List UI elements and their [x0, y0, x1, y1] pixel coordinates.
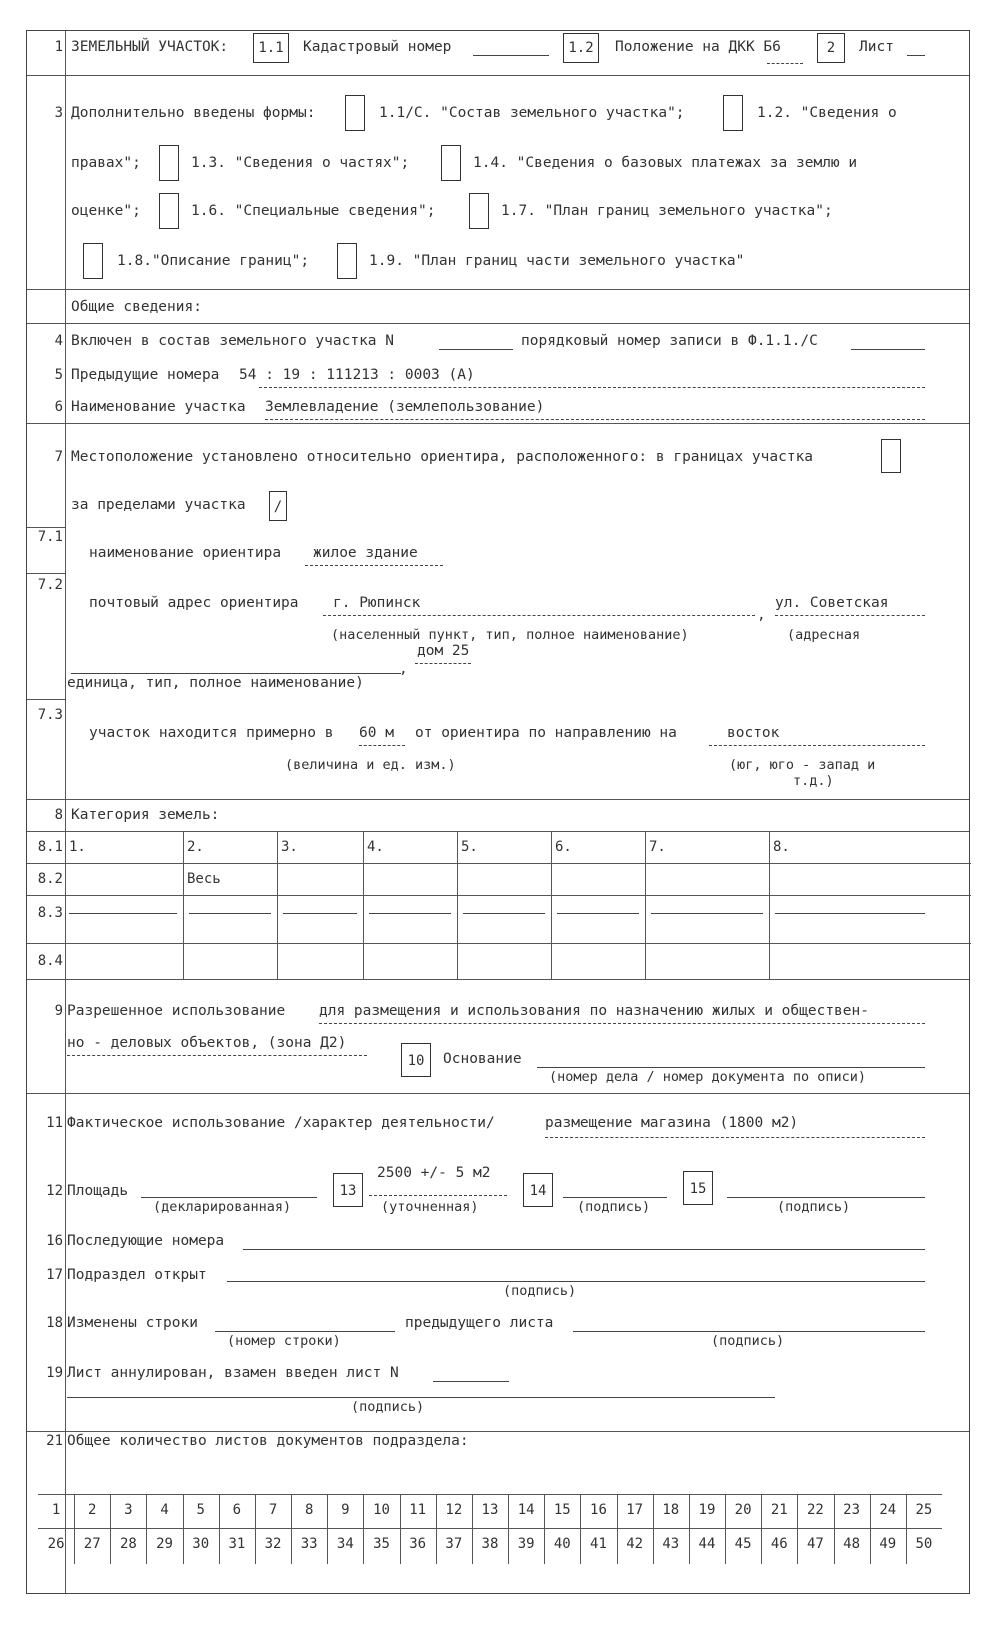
- row-number: 8.3: [37, 905, 63, 921]
- direction-hint: (юг, юго - запад и: [729, 757, 876, 773]
- row-number: 4: [54, 333, 63, 349]
- checkbox-form-1-7[interactable]: [469, 193, 489, 229]
- sheet-count-cell[interactable]: 7: [268, 1502, 278, 1518]
- parcel-name-underline: [265, 419, 925, 420]
- distance-underline: [359, 745, 405, 746]
- address-house-value: дом 25: [417, 643, 470, 659]
- column-divider: [551, 831, 552, 979]
- divider: [27, 1093, 969, 1094]
- signature-hint: (подпись): [503, 1283, 577, 1299]
- address-street-value: ул. Советская: [775, 595, 889, 611]
- sheet-count-cell[interactable]: 38: [481, 1536, 499, 1552]
- form-1-6-label: 1.6. "Специальные сведения";: [191, 203, 436, 219]
- specified-area-hint: (уточненная): [381, 1199, 479, 1215]
- sheet-count-cell[interactable]: 12: [445, 1502, 463, 1518]
- line-number-hint: (номер строки): [227, 1333, 341, 1349]
- signature-hint: (подпись): [577, 1199, 651, 1215]
- row-number: 16: [46, 1233, 63, 1249]
- category-blank[interactable]: [369, 913, 451, 914]
- permitted-use-label: Разрешенное использование: [67, 1003, 286, 1019]
- permitted-use-underline-cont: [67, 1055, 367, 1056]
- row-number: 5: [54, 367, 63, 383]
- category-blank[interactable]: [775, 913, 925, 914]
- address-city-value: г. Рюпинск: [333, 595, 421, 611]
- divider: [27, 699, 65, 700]
- dkk-position-underline: [767, 63, 803, 64]
- address-city-hint: (населенный пункт, тип, полное наименование): [331, 627, 689, 643]
- sheet-count-cell[interactable]: 46: [770, 1536, 788, 1552]
- row-number: 11: [46, 1115, 63, 1131]
- outside-parcel-label: за пределами участка: [71, 497, 246, 513]
- category-blank[interactable]: [69, 913, 177, 914]
- sheet-count-cell[interactable]: 15: [553, 1502, 571, 1518]
- sheet-count-cell[interactable]: 1: [51, 1502, 61, 1518]
- divider: [27, 979, 969, 980]
- checkbox-form-1-2[interactable]: [723, 95, 743, 131]
- basis-label: Основание: [443, 1051, 522, 1067]
- form-1-3-label: 1.3. "Сведения о частях";: [191, 155, 410, 171]
- sheet-count-cell[interactable]: 23: [843, 1502, 861, 1518]
- annulment-signature-field[interactable]: [67, 1397, 775, 1398]
- cadastral-number-field[interactable]: [473, 55, 549, 56]
- row-number: 7: [54, 449, 63, 465]
- row-number: 1: [54, 39, 63, 55]
- signature-hint: (подпись): [711, 1333, 785, 1349]
- actual-use-label: Фактическое использование /характер деятельности/: [67, 1115, 495, 1131]
- divider: [27, 75, 969, 76]
- form-1-2-label-cont: правах";: [71, 155, 141, 171]
- signature-field[interactable]: [727, 1197, 925, 1198]
- landmark-name-value: жилое здание: [313, 545, 418, 561]
- form-1-4-label-cont: оценке";: [71, 203, 141, 219]
- sheet-count-cell[interactable]: 33: [300, 1536, 318, 1552]
- sheet-count-cell[interactable]: 5: [196, 1502, 205, 1518]
- row-number: 7.3: [37, 707, 63, 723]
- sheet-count-cell[interactable]: 13: [481, 1502, 499, 1518]
- category-cell: Весь: [187, 871, 221, 887]
- sheet-count-cell[interactable]: 28: [119, 1536, 137, 1552]
- included-in-label: Включен в состав земельного участка N: [71, 333, 395, 349]
- divider: [27, 863, 971, 864]
- row-number: 9: [54, 1003, 63, 1019]
- form-1-4-label: 1.4. "Сведения о базовых платежах за землю и: [473, 155, 858, 171]
- subsection-opened-field[interactable]: [227, 1281, 925, 1282]
- subsection-opened-label: Подраздел открыт: [67, 1267, 207, 1283]
- sheet-count-cell[interactable]: 4: [160, 1502, 169, 1518]
- sheet-label: Лист: [859, 39, 894, 55]
- category-header: 2.: [187, 839, 204, 855]
- sheet-count-cell[interactable]: 45: [734, 1536, 752, 1552]
- record-number-field[interactable]: [851, 349, 925, 350]
- additional-forms-label: Дополнительно введены формы:: [71, 105, 316, 121]
- subsequent-numbers-field[interactable]: [243, 1249, 925, 1250]
- address-house-underline: [415, 663, 471, 664]
- permitted-use-value: для размещения и использования по назначению жилых и обществен-: [319, 1003, 869, 1019]
- direction-hint-cont: т.д.): [793, 773, 834, 789]
- sheet-count-cell[interactable]: 37: [445, 1536, 463, 1552]
- sheet-count-cell[interactable]: 40: [553, 1536, 571, 1552]
- location-label: Местоположение установлено относительно ориентира, расположенного: в границах участка: [71, 449, 814, 465]
- basis-hint: (номер дела / номер документа по описи): [549, 1069, 866, 1085]
- sheet-count-cell[interactable]: 22: [807, 1502, 824, 1518]
- permitted-use-underline: [319, 1023, 925, 1024]
- signature-hint: (подпись): [351, 1399, 425, 1415]
- divider: [27, 573, 65, 574]
- category-header: 8.: [773, 839, 790, 855]
- basis-field[interactable]: [537, 1067, 925, 1068]
- sheet-count-cell[interactable]: 30: [192, 1536, 210, 1552]
- sheet-count-cell[interactable]: 3: [124, 1502, 133, 1518]
- field-box-15: 15: [683, 1171, 713, 1205]
- direction-label: от ориентира по направлению на: [415, 725, 677, 741]
- sheet-count-cell[interactable]: 17: [626, 1502, 644, 1518]
- comma: ,: [399, 661, 408, 677]
- sheet-count-cell[interactable]: 6: [232, 1502, 242, 1518]
- sheet-count-cell[interactable]: 27: [83, 1536, 101, 1552]
- land-category-table: [27, 831, 971, 979]
- sheet-count-cell[interactable]: 19: [698, 1502, 716, 1518]
- sheet-count-cell[interactable]: 20: [734, 1502, 752, 1518]
- row-number: 21: [46, 1433, 63, 1449]
- checkbox-form-1-3[interactable]: [159, 145, 179, 181]
- divider: [27, 527, 65, 528]
- declared-area-field[interactable]: [141, 1197, 317, 1198]
- sheet-count-cell[interactable]: 8: [304, 1502, 314, 1518]
- sheet-count-cell[interactable]: 47: [807, 1536, 824, 1552]
- row-number: 7.2: [37, 577, 63, 593]
- direction-value: восток: [727, 725, 780, 741]
- specified-area-underline: [369, 1195, 507, 1196]
- sheet-count-cell[interactable]: 26: [47, 1536, 65, 1552]
- sheet-count-cell[interactable]: 36: [409, 1536, 427, 1552]
- category-header: 4.: [367, 839, 384, 855]
- sheet-count-cell[interactable]: 11: [409, 1502, 427, 1518]
- row-number: 8.4: [37, 953, 63, 969]
- category-blank[interactable]: [463, 913, 545, 914]
- area-label: Площадь: [67, 1183, 129, 1199]
- field-box-13: 13: [333, 1173, 363, 1207]
- row-number: 3: [54, 105, 63, 121]
- row-number: 8.2: [37, 871, 63, 887]
- checkbox-form-1-9[interactable]: [337, 243, 357, 279]
- row-number: 17: [46, 1267, 63, 1283]
- category-header: 3.: [281, 839, 298, 855]
- total-sheets-label: Общее количество листов документов подраздела:: [67, 1433, 469, 1449]
- sheet-annulled-label: Лист аннулирован, взамен введен лист N: [67, 1365, 399, 1381]
- category-header: 1.: [69, 839, 86, 855]
- section-title: ЗЕМЕЛЬНЫЙ УЧАСТОК:: [71, 39, 229, 55]
- sheet-count-cell[interactable]: 32: [264, 1536, 282, 1552]
- column-divider: [457, 831, 458, 979]
- form-1-8-label: 1.8."Описание границ";: [117, 253, 310, 269]
- column-divider: [183, 831, 184, 979]
- sheet-count-cell[interactable]: 9: [341, 1502, 350, 1518]
- sheet-count-grid: [38, 1494, 942, 1564]
- row-number: 7.1: [37, 529, 63, 545]
- category-header: 7.: [649, 839, 666, 855]
- form-1-2-label: 1.2. "Сведения о: [757, 105, 897, 121]
- category-header: 5.: [461, 839, 478, 855]
- previous-numbers-label: Предыдущие номера: [71, 367, 220, 383]
- category-blank[interactable]: [557, 913, 639, 914]
- row-number: 19: [46, 1365, 63, 1381]
- sheet-count-cell[interactable]: 34: [336, 1536, 354, 1552]
- row-number: 12: [46, 1183, 63, 1199]
- divider: [27, 799, 969, 800]
- field-box-10: 10: [401, 1043, 431, 1077]
- form-1-1c-label: 1.1/С. "Состав земельного участка";: [379, 105, 685, 121]
- form-1-9-label: 1.9. "План границ части земельного участка": [369, 253, 745, 269]
- sheet-count-cell[interactable]: 50: [915, 1536, 933, 1552]
- category-blank[interactable]: [283, 913, 357, 914]
- postal-address-label: почтовый адрес ориентира: [89, 595, 299, 611]
- checkbox-form-1-6[interactable]: [159, 193, 179, 229]
- number-column-divider: [65, 31, 66, 1593]
- sheet-count-cell[interactable]: 2: [88, 1502, 97, 1518]
- dkk-position-label: Положение на ДКК Б6: [615, 39, 781, 55]
- column-divider: [363, 831, 364, 979]
- parcel-name-label: Наименование участка: [71, 399, 246, 415]
- parcel-name-value: Землевладение (землепользование): [265, 399, 545, 415]
- sheet-count-cell[interactable]: 10: [373, 1502, 390, 1518]
- checkbox-form-1-8[interactable]: [83, 243, 103, 279]
- sheet-count-cell[interactable]: 39: [517, 1536, 535, 1552]
- sheet-count-cell[interactable]: 43: [662, 1536, 680, 1552]
- sheet-count-cell[interactable]: 25: [915, 1502, 933, 1518]
- checkbox-inside-parcel[interactable]: [881, 439, 901, 473]
- form-page: [26, 30, 970, 1594]
- divider: [27, 323, 969, 324]
- replacement-sheet-field[interactable]: [433, 1381, 509, 1382]
- subsequent-numbers-label: Последующие номера: [67, 1233, 225, 1249]
- divider: [38, 1528, 942, 1529]
- sheet-number-field[interactable]: [907, 55, 925, 56]
- divider: [27, 895, 971, 896]
- comma: ,: [757, 607, 766, 623]
- direction-underline: [709, 745, 925, 746]
- land-category-label: Категория земель:: [71, 807, 220, 823]
- general-info-heading: Общие сведения:: [71, 299, 202, 315]
- address-street-underline: [775, 615, 925, 616]
- sheet-count-cell[interactable]: 29: [156, 1536, 173, 1552]
- divider: [27, 943, 971, 944]
- sheet-count-cell[interactable]: 16: [590, 1502, 607, 1518]
- actual-use-value: размещение магазина (1800 м2): [545, 1115, 799, 1131]
- field-box-2: 2: [817, 33, 845, 63]
- distance-hint: (величина и ед. изм.): [285, 757, 456, 773]
- row-number: 6: [54, 399, 63, 415]
- divider: [27, 1431, 969, 1432]
- category-blank[interactable]: [651, 913, 763, 914]
- sheet-count-cell[interactable]: 44: [698, 1536, 716, 1552]
- form-1-7-label: 1.7. "План границ земельного участка";: [501, 203, 833, 219]
- address-unit-field[interactable]: [71, 673, 401, 674]
- parcel-number-field[interactable]: [439, 349, 513, 350]
- divider: [38, 1494, 942, 1495]
- field-box-1-1: 1.1: [253, 33, 289, 63]
- category-header: 6.: [555, 839, 572, 855]
- landmark-name-underline: [305, 565, 443, 566]
- divider: [27, 289, 969, 290]
- previous-numbers-value: 54 : 19 : 111213 : 0003 (А): [239, 367, 475, 383]
- row-number: 8.1: [37, 839, 63, 855]
- actual-use-underline: [545, 1137, 925, 1138]
- column-divider: [645, 831, 646, 979]
- sheet-count-cell[interactable]: 41: [590, 1536, 607, 1552]
- signature-hint: (подпись): [777, 1199, 851, 1215]
- distance-label: участок находится примерно в: [89, 725, 334, 741]
- record-number-label: порядковый номер записи в Ф.1.1./С: [521, 333, 818, 349]
- sheet-count-cell[interactable]: 21: [770, 1502, 788, 1518]
- field-box-1-2: 1.2: [563, 33, 599, 63]
- category-blank[interactable]: [189, 913, 271, 914]
- cadastral-number-label: Кадастровый номер: [303, 39, 452, 55]
- sheet-count-cell[interactable]: 18: [662, 1502, 680, 1518]
- previous-sheet-field[interactable]: [573, 1331, 925, 1332]
- previous-numbers-underline: [259, 387, 925, 388]
- sheet-count-cell[interactable]: 35: [373, 1536, 390, 1552]
- sheet-count-cell[interactable]: 49: [879, 1536, 897, 1552]
- specified-area-value: 2500 +/- 5 м2: [377, 1165, 491, 1181]
- sheet-count-cell[interactable]: 24: [879, 1502, 897, 1518]
- landmark-name-label: наименование ориентира: [89, 545, 282, 561]
- signature-field[interactable]: [563, 1197, 667, 1198]
- checkbox-form-1-1c[interactable]: [345, 95, 365, 131]
- divider: [27, 423, 969, 424]
- changed-lines-label: Изменены строки: [67, 1315, 198, 1331]
- address-unit-hint: (адресная: [787, 627, 861, 643]
- column-divider: [769, 831, 770, 979]
- sheet-count-cell[interactable]: 14: [517, 1502, 535, 1518]
- checkbox-form-1-4[interactable]: [441, 145, 461, 181]
- row-number: 8: [54, 807, 63, 823]
- field-box-14: 14: [523, 1173, 553, 1207]
- sheet-count-cell[interactable]: 31: [228, 1536, 246, 1552]
- column-divider: [277, 831, 278, 979]
- previous-sheet-label: предыдущего листа: [405, 1315, 554, 1331]
- address-city-underline: [323, 615, 755, 616]
- changed-lines-field[interactable]: [215, 1331, 395, 1332]
- distance-value: 60 м: [359, 725, 394, 741]
- sheet-count-cell[interactable]: 48: [843, 1536, 861, 1552]
- permitted-use-value-cont: но - деловых объектов, (зона Д2): [67, 1035, 347, 1051]
- checkbox-outside-parcel[interactable]: /: [269, 491, 287, 521]
- declared-area-hint: (декларированная): [153, 1199, 292, 1215]
- address-unit-hint-cont: единица, тип, полное наименование): [67, 675, 364, 691]
- sheet-count-cell[interactable]: 42: [626, 1536, 644, 1552]
- row-number: 18: [46, 1315, 63, 1331]
